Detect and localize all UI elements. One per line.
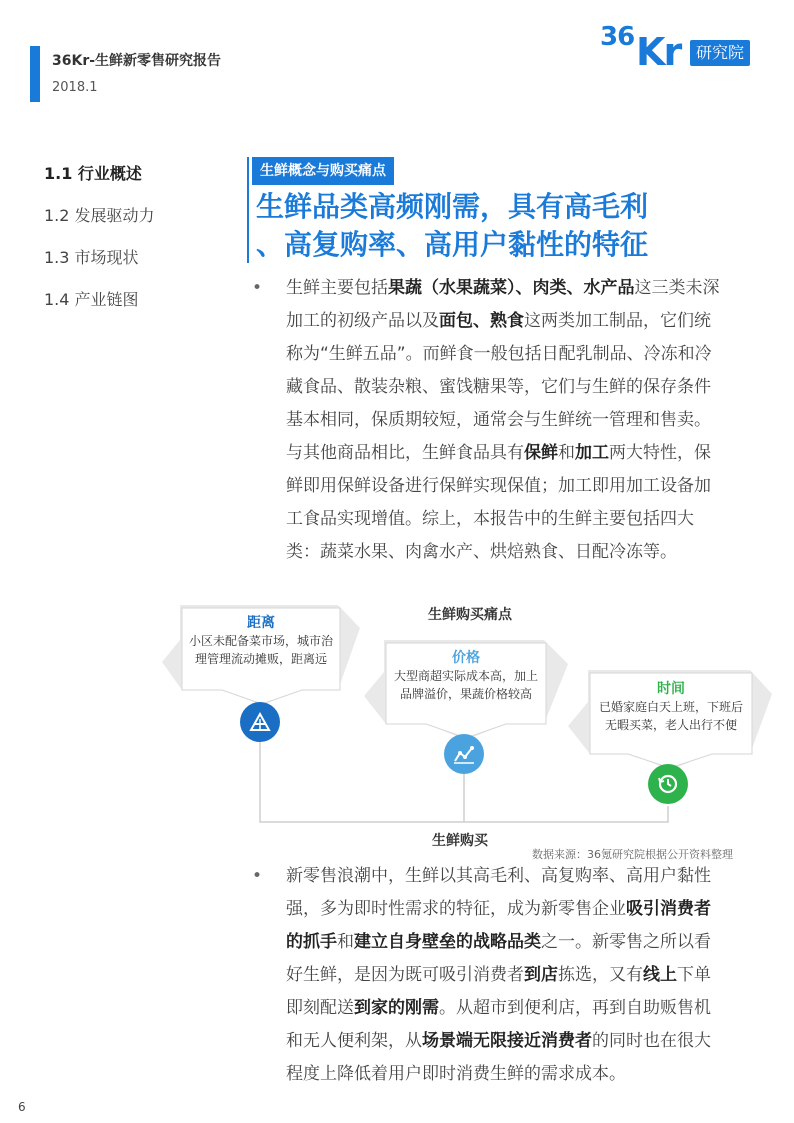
text-segment: 。从超市到便利店，再到自助贩售机和无人便利架，从 <box>286 998 711 1051</box>
clock-icon <box>648 764 688 804</box>
diagram-title: 生鲜购买痛点 <box>428 607 512 623</box>
emphasis-text: 面包、熟食 <box>439 311 524 331</box>
emphasis-text: 建立自身壁垒的战略品类 <box>354 932 541 952</box>
card-time-label: 时间 <box>657 681 685 697</box>
text-segment: 和 <box>558 443 575 463</box>
text-segment: 的同时也在很大程度上降低着用户即时消费生鲜的需求成本。 <box>286 1031 711 1084</box>
text-segment: 和 <box>337 932 354 952</box>
toc-item-1-1[interactable]: 1.1 行业概述 <box>44 164 142 183</box>
card-price <box>386 645 546 735</box>
emphasis-text: 场景端无限接近消费者 <box>422 1031 592 1051</box>
logo-number: 36 <box>600 22 635 52</box>
pyramid-icon <box>240 702 280 742</box>
emphasis-text: 吸引消费者的抓手 <box>286 899 711 952</box>
emphasis-text: 到家的刚需 <box>354 998 439 1018</box>
section-tag: 生鲜概念与购买痛点 <box>252 157 394 185</box>
card-price-desc: 大型商超实际成本高，加上品牌溢价，果蔬价格较高 <box>393 669 538 701</box>
card-distance-desc: 小区未配备菜市场，城市治理管理流动摊贩，距离远 <box>188 634 333 666</box>
emphasis-text: 线上 <box>643 965 677 985</box>
logo-kr: Kr <box>636 30 681 74</box>
text-segment: 新零售浪潮中，生鲜以其高毛利、高复购率、高用户黏性强，多为即时性需求的特征，成为新零售企业 <box>286 866 711 919</box>
card-time <box>590 676 752 766</box>
toc-item-1-3[interactable]: 1.3 市场现状 <box>44 248 139 267</box>
report-date: 2018.1 <box>52 80 98 95</box>
card-distance-label: 距离 <box>247 615 275 631</box>
trend-chart-icon <box>444 734 484 774</box>
text-segment: 下单即刻配送 <box>286 965 711 1018</box>
text-segment: 生鲜主要包括 <box>286 278 388 298</box>
emphasis-text: 果蔬（水果蔬菜）、肉类、水产品 <box>388 278 635 298</box>
card-time-desc: 已婚家庭白天上班，下班后无暇买菜，老人出行不便 <box>598 700 743 732</box>
card-price-label: 价格 <box>452 650 480 666</box>
text-segment: 拣选，又有 <box>558 965 643 985</box>
text-segment: 两大特性，保鲜即用保鲜设备进行保鲜实现保值；加工即用加工设备加工食品实现增值。综上，本报告中的生鲜主要包括四大类：蔬菜水果、肉禽水产、烘焙熟食、日配冷冻等。 <box>286 443 711 562</box>
data-source: 数据来源：36氪研究院根据公开资料整理 <box>532 848 733 861</box>
bullet-marker: • <box>252 866 263 886</box>
bullet-marker: • <box>252 278 263 298</box>
text-segment: 这两类加工制品，它们统称为“生鲜五品”。而鲜食一般包括日配乳制品、冷冻和冷藏食品、散装杂粮、蜜饯糖果等，它们与生鲜的保存条件基本相同，保质期较短，通常会与生鲜统一管理和售卖。与其他商品相比，生鲜食品具有 <box>286 311 712 463</box>
headline-line-2: 、高复购率、高用户黏性的特征 <box>256 228 649 261</box>
paragraph-2 <box>252 860 722 1091</box>
emphasis-text: 到店 <box>524 965 558 985</box>
logo-institute: 研究院 <box>690 40 750 66</box>
toc-item-1-2[interactable]: 1.2 发展驱动力 <box>44 206 155 225</box>
report-title: 36Kr-生鲜新零售研究报告 <box>52 53 222 69</box>
page-number: 6 <box>18 1100 26 1114</box>
emphasis-text: 保鲜 <box>524 443 558 463</box>
paragraph-2-body <box>286 860 722 1091</box>
text-segment: 这三类未深加工的初级产品以及 <box>286 278 720 331</box>
card-distance <box>182 610 340 700</box>
diagram-bottom-title: 生鲜购买 <box>432 833 488 849</box>
text-segment: 之一。新零售之所以看好生鲜，是因为既可吸引消费者 <box>286 932 711 985</box>
emphasis-text: 加工 <box>575 443 609 463</box>
toc-item-1-4[interactable]: 1.4 产业链图 <box>44 290 139 309</box>
headline-line-1: 生鲜品类高频刚需，具有高毛利 <box>256 190 649 223</box>
